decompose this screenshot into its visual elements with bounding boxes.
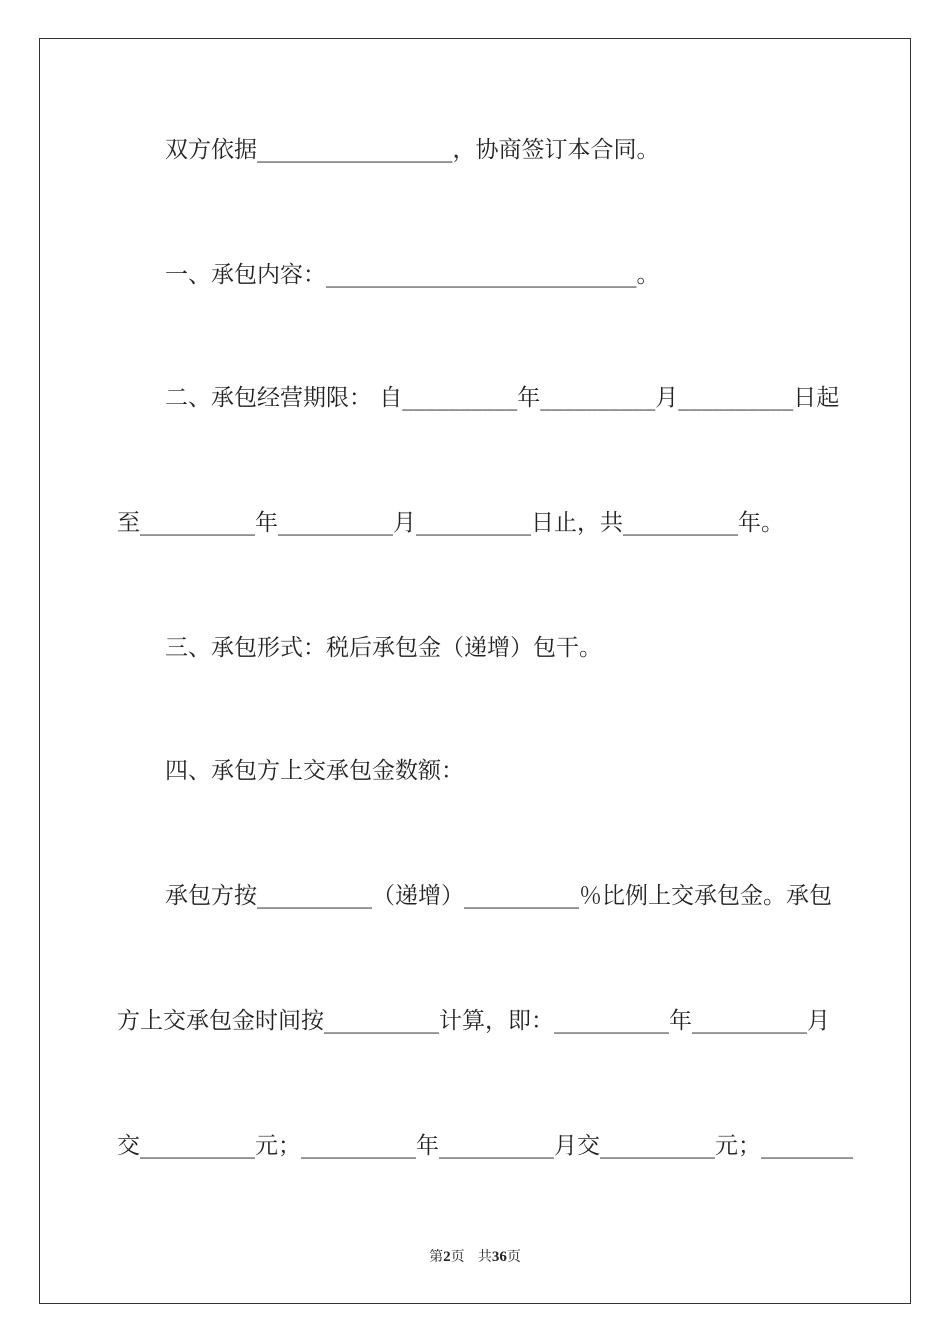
page-number-footer [0, 1246, 950, 1266]
clause-4-ratio: 承包方按__________（递增）__________％比例上交承包金。承包 [165, 883, 832, 909]
total-page-count: 36 [491, 1249, 507, 1265]
clause-4-installments: 交__________元；__________年__________月交__________元；________ [117, 1133, 853, 1159]
footer-total-prefix: 共 [477, 1249, 492, 1265]
clause-2-term-continued: 至__________年__________月__________日止，共__________年。 [117, 510, 784, 536]
clause-4-schedule: 方上交承包金时间按__________计算，即：__________年__________月 [117, 1008, 830, 1034]
clause-4-heading: 四、承包方上交承包金数额： [165, 758, 464, 784]
page-border [39, 38, 911, 1304]
clause-2-term: 二、承包经营期限： 自__________年__________月__________日起 [165, 385, 840, 411]
paragraph-basis: 双方依据_________________，协商签订本合同。 [165, 137, 660, 163]
clause-1-content: 一、承包内容：___________________________。 [165, 262, 660, 288]
current-page-number: 2 [443, 1249, 451, 1265]
clause-3-form: 三、承包形式：税后承包金（递增）包干。 [165, 635, 602, 661]
footer-page-word: 页 [450, 1249, 465, 1265]
footer-total-suffix: 页 [506, 1249, 521, 1265]
footer-prefix: 第 [429, 1249, 444, 1265]
